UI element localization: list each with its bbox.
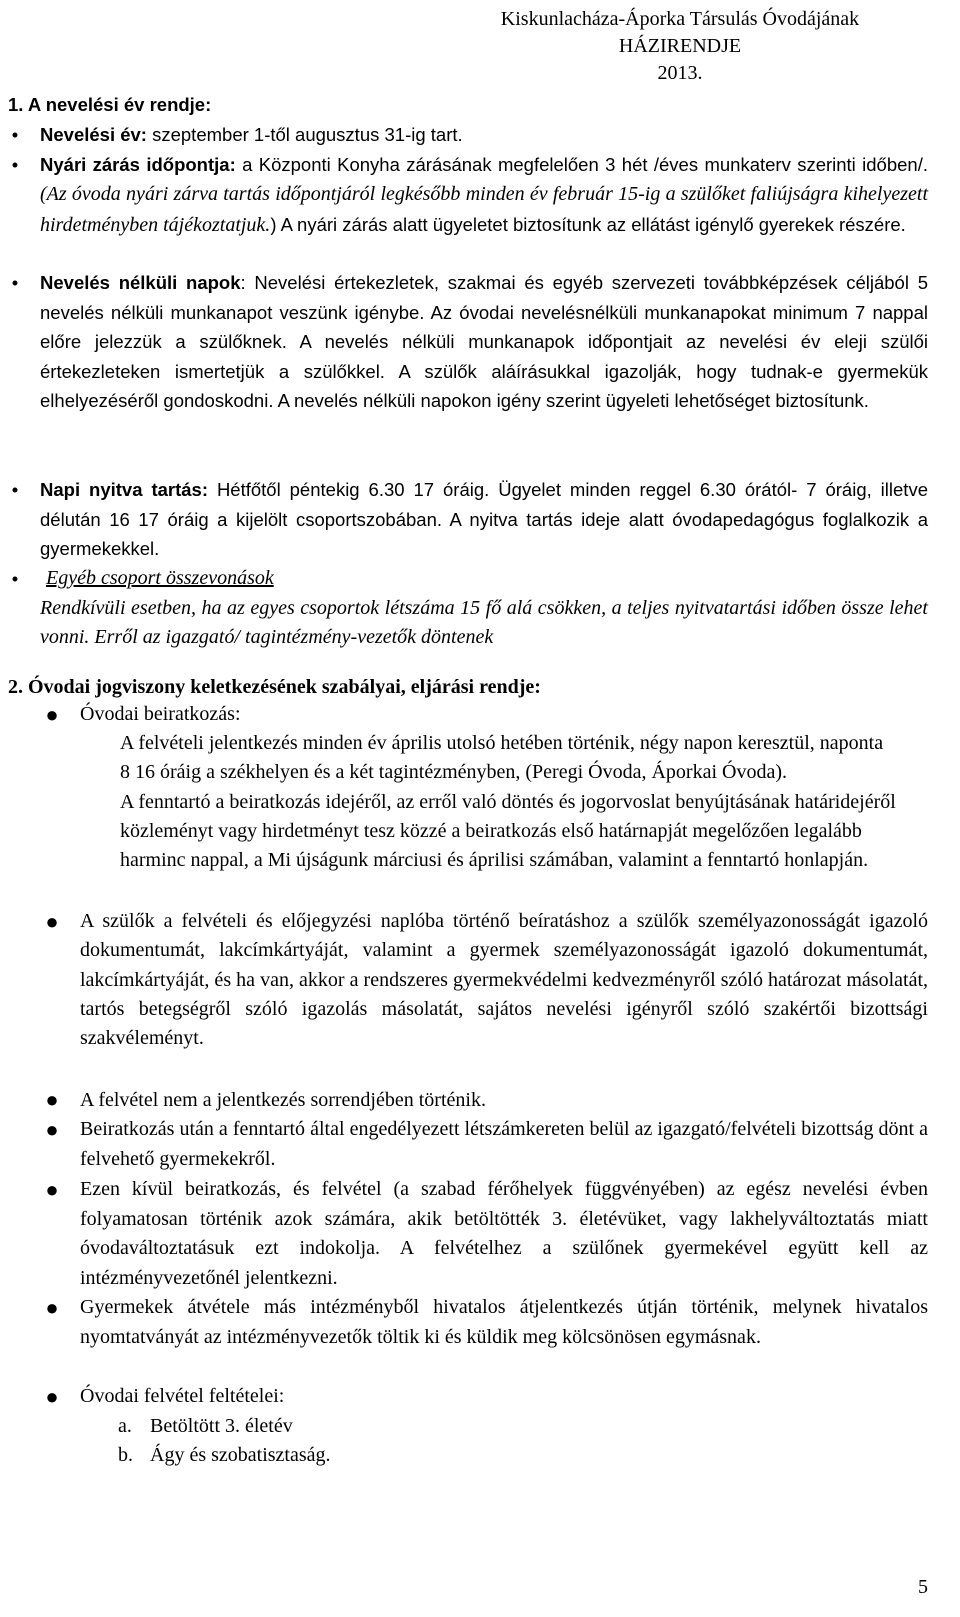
bullet: ● (45, 1117, 59, 1142)
s2-item-beiratkozas: Óvodai beiratkozás: A felvételi jelentkezés minden év április utolsó hetében történik, négy napon keresztül, naponta 8 16 óráig a székhelyen és a két tagintézményben, (Peregi Óvoda, Áporkai Óvoda). A fenntartó a beiratkozás idejéről, az erről való döntés és jogorvoslat benyújtásának határidejéről közleményt vagy hirdetményt tesz közzé a beiratkozás első határnapját megelőzően legalább harminc nappal, a Mi újságunk márciusi és áprilisi számában, valamint a fenntartó honlapján. (80, 703, 896, 872)
section1-title: 1. A nevelési év rendje: (8, 94, 212, 115)
s1-item-nyari-zaras: Nyári zárás időpontja: a Központi Konyha zárásának megfelelően 3 hét /éves munkaterv szerinti időben/.(Az óvoda nyári zárva tartás időpontjáról legkésőbb minden év február 15-ig a szülőket faliújságra kihelyezett hirdetményben tájékoztatjuk.) A nyári zárás alatt ügyeletet biztosítunk az ellátást igénylő gyerekek részére. (40, 154, 928, 236)
bullet: • (11, 154, 19, 175)
s1-item-napi-nyitva-tartas: Napi nyitva tartás: Hétfőtől péntekig 6.30 17 óráig. Ügyelet minden reggel 6.30 órától- 7 óráig, illetve délután 16 17 óráig a kijelölt csoportszobában. A nyitva tartás ideje alatt óvodapedagógus foglalkozik a gyermekekkel. (40, 479, 928, 560)
bullet: ● (45, 1295, 59, 1320)
s2-item-letszamkeret: Beiratkozás után a fenntartó által engedélyezett létszámkereten belül az igazgató/felvételi bizottság dönt a felvehető gyermekekről. (80, 1118, 928, 1170)
s1-item-csoport-osszevonasok: Egyéb csoport összevonások Rendkívüli esetben, ha az egyes csoportok létszáma 15 fő alá csökken, a teljes nyitvatartási időben össze lehet vonni. Erről az igazgató/ tagintézmény-vezetők döntenek (40, 567, 928, 649)
document-header (420, 6, 940, 87)
s1-item-nevelesi-ev: Nevelési év: szeptember 1-től augusztus 31-ig tart. (40, 124, 463, 145)
list-item: b. Ágy és szobatisztaság. (118, 1444, 331, 1466)
bullet: • (11, 272, 19, 293)
bullet: ● (45, 702, 59, 727)
bullet: ● (45, 1177, 59, 1202)
bullet: ● (45, 1384, 59, 1409)
s1-item-neveles-nelkuli-napok: Nevelés nélküli napok: Nevelési értekezletek, szakmai és egyéb szervezeti továbbképzések céljából 5 nevelés nélküli munkanapot veszünk igénybe. Az óvodai nevelésnélküli munkanapokat minimum 7 nappal előre jelezzük a szülőknek. A nevelés nélküli munkanapok időpontjait az nevelési év eleji szülői értekezleteken ismertetjük a szülőkkel. A szülők aláírásukkal igazolják, hogy tudnak-e gyermekük elhelyezéséről gondoskodni. A nevelés nélküli napokon igény szerint ügyeleti lehetőséget biztosítunk. (40, 272, 928, 412)
s2-item-folyamatos-felvetel: Ezen kívül beiratkozás, és felvétel (a szabad férőhelyek függvényében) az egész nevelési évben folyamatosan történik azok számára, akik betöltötték 3. életévüket, vagy lakhelyváltoztatás miatt óvodaváltoztatásuk ezt indokolja. A felvételhez a szülőnek gyermekével együtt kell az intézményvezetőnél jelentkezni. (80, 1178, 928, 1289)
bullet: • (11, 124, 19, 145)
bullet: • (11, 479, 19, 500)
page-number: 5 (918, 1576, 928, 1598)
header-year: 2013. (657, 62, 703, 84)
bullet: ● (45, 909, 59, 934)
bullet: ● (45, 1087, 59, 1112)
bullet: • (11, 568, 19, 589)
s2-item-felvetel-sorrend: A felvétel nem a jelentkezés sorrendjében történik. (80, 1089, 486, 1111)
header-institution: Kiskunlacháza-Áporka Társulás Óvodájának (500, 8, 860, 30)
s2-item-atvetel: Gyermekek átvétele más intézményből hivatalos átjelentkezés útján történik, melynek hivatalos nyomtatványát az intézményvezetők töltik ki és küldik meg kölcsönösen egymásnak. (80, 1296, 928, 1348)
s2-item-szulok-beiratas: A szülők a felvételi és előjegyzési naplóba történő beíratáshoz a szülők személyazonosságát igazoló dokumentumát, lakcímkártyáját, valamint a gyermek személyazonosságát igazoló dokumentumát, lakcímkártyáját, és ha van, akkor a rendszeres gyermekvédelmi kedvezményről szóló határozat másolatát, tartós betegségről szóló igazolás másolatát, sajátos nevelési igényről szóló szakértői bizottsági szakvéleményt. (80, 910, 928, 1050)
section2-title: 2. Óvodai jogviszony keletkezésének szabályai, eljárási rendje: (8, 676, 541, 698)
feltetelek-list (118, 1412, 928, 1471)
header-title: HÁZIRENDJE (618, 35, 742, 57)
s2-item-felveteli-feltetelek: Óvodai felvétel feltételei: a. Betöltött 3. életév b. Ágy és szobatisztaság. (80, 1382, 928, 1471)
list-item: a. Betöltött 3. életév (118, 1414, 293, 1437)
